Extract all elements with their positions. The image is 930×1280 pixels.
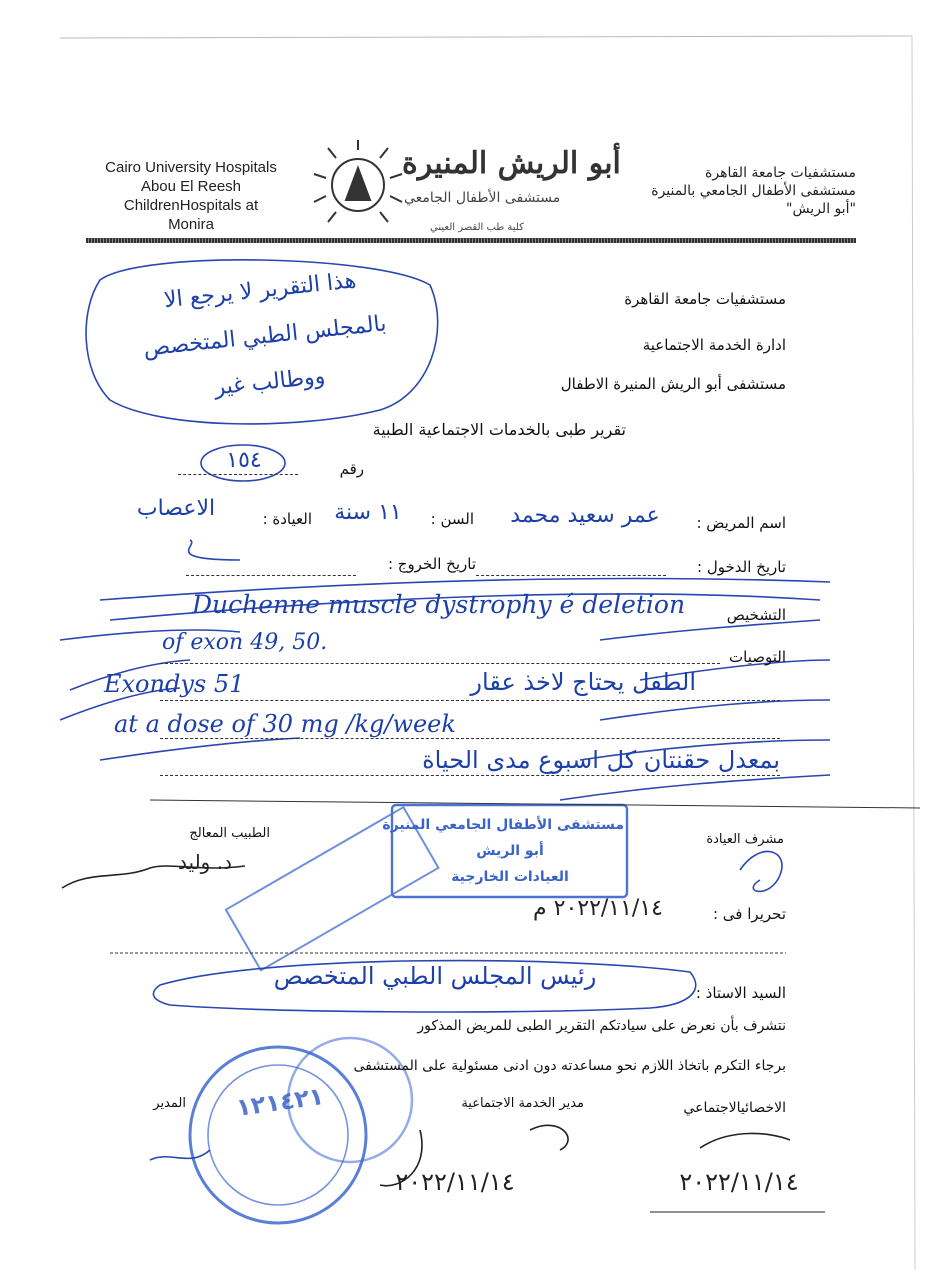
recommendation-line: بمعدل حقنتان كل اسبوع مدى الحياة bbox=[422, 746, 780, 774]
header-english bbox=[96, 158, 286, 234]
header-en-line: Monira bbox=[168, 216, 214, 233]
header-arabic bbox=[620, 164, 856, 218]
social-worker-date: ٢٠٢٢/١١/١٤ bbox=[679, 1168, 799, 1196]
diagnosis-line-1: Duchenne muscle dystrophy é deletion bbox=[192, 590, 686, 619]
director-label: المدير bbox=[153, 1096, 186, 1111]
request-line-1: نتشرف بأن نعرض على سيادتكم التقرير الطبى للمريض المذكور bbox=[417, 1018, 786, 1034]
recommendation-line: الطفل يحتاج لاخذ عقار bbox=[470, 668, 696, 696]
treating-doctor-label: الطبيب المعالج bbox=[189, 826, 270, 841]
clinic-value: الاعصاب bbox=[136, 496, 216, 521]
age-value: ١١ سنة bbox=[334, 500, 402, 525]
institution-line: مستشفيات جامعة القاهرة bbox=[624, 290, 786, 308]
admission-line bbox=[476, 575, 666, 576]
recommendation-rule bbox=[160, 775, 780, 776]
number-line bbox=[178, 474, 298, 475]
recommendation-rule bbox=[160, 700, 780, 701]
stamp-line: أبو الريش bbox=[476, 843, 544, 859]
header-divider bbox=[86, 238, 856, 243]
written-on-label: تحريرا فى : bbox=[712, 905, 786, 923]
recommendation-drug: Exondys 51 bbox=[104, 670, 245, 698]
director-date: ٢٠٢٢/١١/١٤ bbox=[395, 1168, 515, 1196]
clinic-label: العيادة : bbox=[262, 510, 312, 528]
recommendation-dose: at a dose of 30 mg /kg/week bbox=[114, 710, 456, 738]
addressee-value: رئيس المجلس الطبي المتخصص bbox=[273, 962, 597, 990]
age-label: السن : bbox=[430, 510, 474, 528]
institution-line: ادارة الخدمة الاجتماعية bbox=[642, 336, 786, 354]
number-label: رقم bbox=[339, 460, 364, 478]
diagnosis-label: التشخيص bbox=[726, 606, 786, 624]
header-en-line: Cairo University Hospitals bbox=[105, 159, 277, 176]
header-ar-line: "أبو الريش" bbox=[786, 201, 856, 217]
treating-doctor-signature: د. وليد bbox=[178, 850, 232, 874]
logo-subtitle: مستشفى الأطفال الجامعي bbox=[404, 190, 561, 206]
recommendation-rule bbox=[160, 738, 780, 739]
logo-caption: كلية طب القصر العيني bbox=[430, 222, 524, 233]
social-service-director-label: مدير الخدمة الاجتماعية bbox=[461, 1096, 584, 1111]
diagnosis-line bbox=[160, 663, 720, 664]
discharge-label: تاريخ الخروج : bbox=[387, 555, 476, 573]
report-title: تقرير طبى بالخدمات الاجتماعية الطبية bbox=[372, 420, 626, 439]
note-line: ووطالب غير bbox=[213, 364, 327, 401]
request-line-2: برجاء التكرم باتخاذ اللازم نحو مساعدته دون ادنى مسئولية على المستشفى bbox=[353, 1058, 786, 1074]
mr-professor-label: السيد الاستاذ : bbox=[695, 984, 786, 1002]
clinic-supervisor-label: مشرف العيادة bbox=[706, 832, 784, 847]
sun-logo-icon bbox=[314, 140, 402, 222]
institution-line: مستشفى أبو الريش المنيرة الاطفال bbox=[560, 375, 786, 393]
social-worker-label: الاخصائيالاجتماعي bbox=[683, 1100, 786, 1116]
number-value: ١٥٤ bbox=[226, 448, 262, 473]
recommendations-label: التوصيات bbox=[729, 648, 786, 666]
stamp-line: العيادات الخارجية bbox=[451, 869, 569, 885]
stamp-line: مستشفى الأطفال الجامعي المنيرة bbox=[382, 817, 624, 833]
header-en-line: Abou El Reesh bbox=[140, 178, 242, 195]
header-en-line: ChildrenHospitals at bbox=[123, 197, 259, 214]
logo-title: أبو الريش المنيرة bbox=[402, 146, 621, 181]
admission-label: تاريخ الدخول : bbox=[697, 558, 786, 576]
note-line: بالمجلس الطبي المتخصص bbox=[142, 311, 388, 362]
discharge-line bbox=[186, 575, 356, 576]
diagnosis-line-2: of exon 49, 50. bbox=[162, 630, 328, 655]
outpatient-stamp bbox=[382, 812, 624, 890]
note-line: هذا التقرير لا يرجع الا bbox=[162, 268, 358, 314]
written-on-value: ٢٠٢٢/١١/١٤ م bbox=[533, 896, 663, 921]
patient-name-label: اسم المريض : bbox=[696, 514, 786, 532]
patient-name-value: عمر سعيد محمد bbox=[510, 503, 660, 528]
header-ar-line: مستشفيات جامعة القاهرة bbox=[705, 165, 856, 181]
round-stamp-number: ١٢١٤٢١ bbox=[234, 1082, 326, 1122]
header-ar-line: مستشفى الأطفال الجامعي بالمنيرة bbox=[651, 183, 856, 199]
